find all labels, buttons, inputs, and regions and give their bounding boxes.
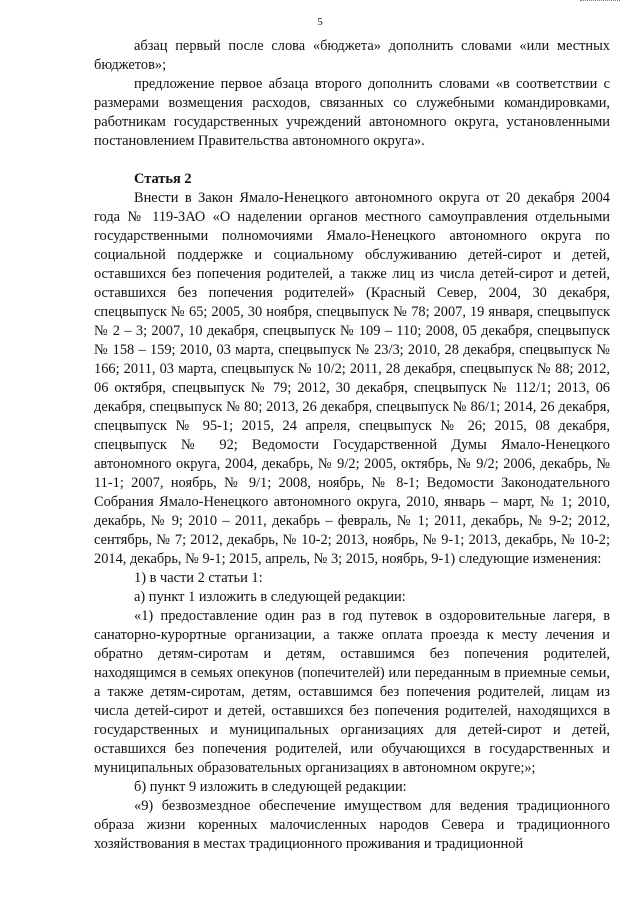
paragraph-item-a: а) пункт 1 изложить в следующей редакции: bbox=[134, 589, 406, 605]
paragraph-travel-expenses: предложение первое абзаца второго дополнить словами «в соответствии с размерами возмещения расходов, связанных со служебными командировками, работникам государственных учреждений автономного округа, установленными постановлением Правительства автономного округа». bbox=[94, 76, 610, 149]
paragraph-law-amendment: Внести в Закон Ямало-Ненецкого автономного округа от 20 декабря 2004 года № 119-ЗАО «О наделении органов местного самоуправления отдельными государственными полномочиями Ямало-Ненецкого автономного округа по социальной поддержке и социальному обслуживанию детей-сирот и детей, оставшихся без попечения родителей, а также лиц из числа детей-сирот и детей, оставшихся без попечения родителей» (Красный Север, 2004, 30 декабря, спецвыпуск № 65; 2005, 30 ноября, спецвыпуск № 78; 2007, 19 января, спецвыпуск № 2 – 3; 2007, 10 декабря, спецвыпуск № 109 – 110; 2008, 05 декабря, спецвыпуск № 158 – 159; 2010, 03 марта, спецвыпуск № 23/3; 2010, 28 декабря, спецвыпуск № 166; 2011, 03 марта, спецвыпуск № 10/2; 2011, 28 декабря, спецвыпуск № 88; 2012, 06 октября, спецвыпуск № 79; 2012, 30 декабря, спецвыпуск № 112/1; 2013, 06 декабря, спецвыпуск № 80; 2013, 26 декабря, спецвыпуск № 86/1; 2014, 26 декабря, спецвыпуск № 95-1; 2015, 24 апреля, спецвыпуск № 26; 2015, 08 декабря, спецвыпуск № 92; Ведомости Государственной Думы Ямало-Ненецкого автономного округа, 2004, декабрь, № 9/2; 2005, октябрь, № 9/2; 2006, декабрь, № 11-1; 2007, ноябрь, № 9/1; 2008, ноябрь, № 8-1; Ведомости Законодательного Собрания Ямало-Ненецкого автономного округа, 2010, январь – март, № 1; 2010, декабрь, № 9; 2010 – 2011, декабрь – февраль, № 1; 2011, декабрь, № 9-2; 2012, сентябрь, № 7; 2012, декабрь, № 10-2; 2013, ноябрь, № 9-1; 2013, декабрь, № 10-2; 2014, декабрь, № 9-1; 2015, апрель, № 3; 2015, ноябрь, 9-1) следующие изменения: bbox=[94, 190, 610, 567]
paragraph-item-9-text: «9) безвозмездное обеспечение имуществом для ведения традиционного образа жизни коренных малочисленных народов Севера и традиционного хозяйствования в местах традиционного проживания и традиционной bbox=[94, 798, 610, 852]
paragraph-item-1-text: «1) предоставление один раз в год путевок в оздоровительные лагеря, в санаторно-курортные организации, а также оплата проезда к месту лечения и обратно детям-сиротам и детям, оставшимся без попечения родителей, находящимся в семьях опекунов (попечителей) или переданным в приемные семьи, а также детям-сиротам, детям, оставшимся без попечения родителей, лицам из числа детей-сирот и детей, оставшихся без попечения родителей, находящихся в государственных и муниципальных организациях для детей-сирот и детей, оставшихся без попечения родителей, или обучающихся в государственных и муниципальных образовательных организациях в автономном округе;»; bbox=[94, 608, 610, 776]
scan-edge-mark bbox=[580, 0, 620, 4]
paragraph-part-2: 1) в части 2 статьи 1: bbox=[134, 570, 263, 586]
article-title: Статья 2 bbox=[134, 171, 192, 187]
document-body bbox=[94, 37, 610, 854]
paragraph-budget-amendment: абзац первый после слова «бюджета» дополнить словами «или местных бюджетов»; bbox=[94, 38, 610, 73]
paragraph-item-b: б) пункт 9 изложить в следующей редакции: bbox=[134, 779, 407, 795]
page-number: 5 bbox=[317, 16, 323, 28]
